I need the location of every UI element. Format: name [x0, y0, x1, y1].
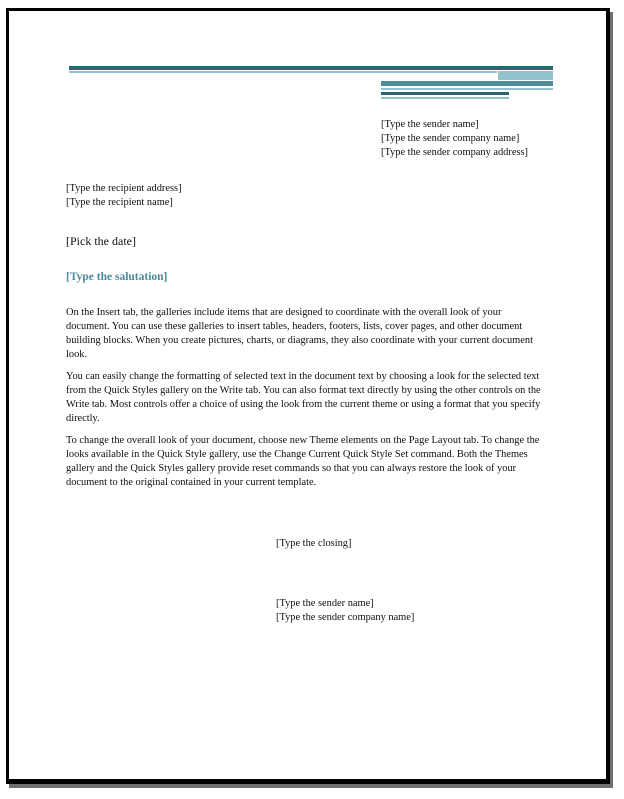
sender-name[interactable]: [Type the sender name] — [381, 119, 479, 130]
header-bar-thin-2 — [381, 97, 509, 99]
salutation[interactable]: [Type the salutation] — [66, 271, 168, 283]
header-bar-mid — [381, 81, 553, 86]
body-paragraph-1[interactable]: On the Insert tab, the galleries include items that are designed to coordinate with the overall look of your document. You can use these galleries to insert tables, headers, footers, lists, cover pages, and other document building blocks. When you create pictures, charts, or diagrams, they also coordinate with your current document look. — [66, 307, 533, 360]
recipient-name[interactable]: [Type the recipient name] — [66, 197, 173, 208]
signature-company[interactable]: [Type the sender company name] — [276, 612, 415, 623]
header-bar-light-left — [69, 71, 497, 73]
header-bar-dark-2 — [381, 92, 509, 95]
signature-name[interactable]: [Type the sender name] — [276, 598, 374, 609]
date-field[interactable]: [Pick the date] — [66, 234, 136, 248]
body-paragraph-2[interactable]: You can easily change the formatting of selected text in the document text by choosing a look for the selected text from the Quick Styles gallery on the Write tab. You can also format text directly by using the other controls on the Write tab. Most controls offer a choice of using the look from the current theme or using a format that you specify directly. — [66, 371, 541, 424]
sender-company[interactable]: [Type the sender company name] — [381, 133, 520, 144]
header-bar-light-right — [498, 71, 553, 80]
header-bar-top — [69, 66, 553, 70]
recipient-address[interactable]: [Type the recipient address] — [66, 183, 182, 194]
sender-address[interactable]: [Type the sender company address] — [381, 147, 528, 158]
body-paragraph-3[interactable]: To change the overall look of your document, choose new Theme elements on the Page Layout tab. To change the looks available in the Quick Style gallery, use the Change Current Quick Style Set command. Both the Themes gallery and the Quick Styles gallery provide reset commands so that you can always restore the look of your document to the original contained in your current template. — [66, 435, 540, 488]
closing[interactable]: [Type the closing] — [276, 538, 352, 549]
header-bar-thin-1 — [381, 88, 553, 90]
